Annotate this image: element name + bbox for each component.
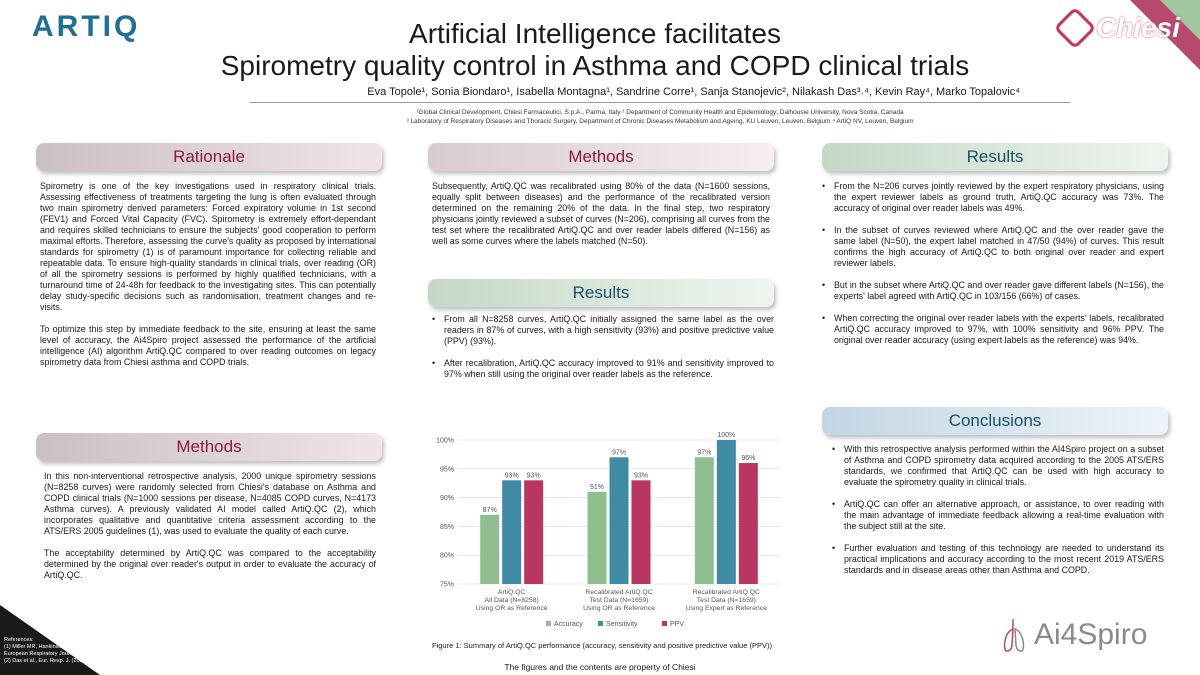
methods-paragraph-1: In this non-interventional retrospective analysis, 2000 unique spirometry sessions (N=8258 curves) were randomly selected from Chiesi's database on Asthma and COPD clinical trials (N=1000 sessions per disease, N=4085 COPD curves, N=4173 Asthma curves). A previously validated AI model called ArtiQ.QC (2), which incorporates qualitative and quantitative criteria assessment according to the ATS/ERS 2005 guidelines (1), was used to evaluate the quality of each curve. (44, 471, 376, 536)
methods-heading-left: Methods (36, 433, 382, 461)
data-label: 97% (697, 449, 712, 457)
legend-label: Accuracy (554, 621, 583, 628)
rationale-paragraph-1: Spirometry is one of the key investigations used in respiratory clinical trials. Assessing effectiveness of treatments targeting the lung is often evaluated through two main spirometry derived parameters: Forced expiratory volume in 1st second (FEV1) and Forced Vital Capacity (FVC). Spirometry is extremely effort-dependant and requires skilled technicians to ensure the subjects' good cooperation to perform maximal efforts. Therefore, assessing the curve's quality as proposed by international standards for spirometry (1) is of paramount importance for collecting reliable and repeatable data. To ensure high-quality standards in clinical trials, over reading (OR) of all the spirometry sessions is performed by highly qualified technicians, with a turnaround time of 24-48h for feedback to the investigating sites. This can potentially delay study-specific decisions such as randomisation, treatment changes and re-visits. (40, 181, 376, 312)
conclusion-bullet: • Further evaluation and testing of this technology are needed to understand its practical implications and accuracy according to the most recent 2019 ATS/ERS standards and in disease areas other than Asthma and COPD. (830, 543, 1164, 576)
data-label: 93% (504, 472, 519, 480)
performance-bar-chart (428, 428, 788, 638)
y-tick-label: 80% (439, 552, 454, 560)
ai4spiro-logo (1000, 617, 1147, 653)
y-tick-label: 85% (439, 523, 454, 531)
x-tick-label: Test Data (N=1659) (589, 597, 649, 604)
legend-label: Sensitivity (606, 621, 638, 628)
results-heading-right: Results (822, 143, 1168, 171)
rationale-heading: Rationale (36, 143, 382, 171)
chiesi-logo-icon (1054, 7, 1096, 49)
y-tick-label: 95% (439, 466, 454, 474)
references (4, 637, 217, 665)
x-tick-label: Using OR as Reference (583, 605, 655, 612)
legend-swatch (598, 621, 603, 626)
conclusion-bullet: • With this retrospective analysis performed within the AI4Spiro project on a subset of Asthma and COPD spirometry data acquired according to the 2005 ATS/ERS standards, we confirmed that ArtiQ.QC can be used with high accuracy to evaluate the spirometry quality in clinical trials. (830, 444, 1164, 488)
lungs-icon (1000, 617, 1028, 653)
methods-heading-middle: Methods (428, 143, 774, 171)
results-heading-middle: Results (428, 279, 774, 307)
bar-accuracy (480, 515, 499, 584)
y-tick-label: 75% (439, 581, 454, 589)
reference-line-2: European Respiratory Journal 2005 26: 319-338; DOI: 10.1183/09031936.05.00034805 (4, 651, 217, 657)
rationale-section (40, 181, 376, 379)
y-tick-label: 90% (439, 495, 454, 503)
figure-caption: Figure 1: Summary of ArtiQ.QC performance (accuracy, sensitivity and positive predictive value (PPV)) (432, 641, 772, 650)
affiliation-line-1: ¹Global Clinical Development, Chiesi Farmaceutici, S.p.A., Parma, Italy ² Department of Community Health and Epidemiology; Dalhousie University, Nova Scotia, Canada (416, 109, 904, 116)
legend-swatch (546, 621, 551, 626)
chiesi-logo-text: Chiesi (1095, 12, 1180, 43)
data-label: 100% (717, 432, 736, 439)
results-bullet: • In the subset of curves reviewed where ArtiQ.QC and the over reader gave the same label (N=50), the expert label matched in 47/50 (94%) of curves. This result confirms the high accuracy of ArtiQ.QC to both original over reader and expert reviewer labels. (820, 225, 1164, 269)
methods-section-middle (432, 181, 770, 258)
poster-title (180, 18, 1010, 82)
bar-sensitivity (610, 457, 629, 584)
bar-sensitivity (717, 440, 736, 584)
results-bullet: • From the N=206 curves jointly reviewed by the expert respiratory physicians, using the expert reviewer labels as ground truth, ArtiQ.QC accuracy was 73%. The accuracy of original over reader labels was 49%. (820, 181, 1164, 214)
data-label: 93% (633, 472, 649, 480)
methods-paragraph-2: The acceptability determined by ArtiQ.QC was compared to the acceptability determined by the original over reader's output in order to evaluate the accuracy of ArtiQ.QC. (44, 548, 376, 580)
title-line-1: Artificial Intelligence facilitates (409, 18, 781, 49)
bar-ppv (632, 480, 651, 584)
y-tick-label: 100% (436, 437, 454, 445)
copyright-footer: The figures and the contents are property of Chiesi (504, 662, 696, 672)
x-tick-label: Using OR as Reference (475, 605, 548, 612)
methods-section-left (44, 471, 376, 592)
reference-line-1: (1) Miller MR, Hankinson, J, Brusasco V et al. Standardisation of Spirometry. (4, 644, 191, 650)
bar-sensitivity (502, 480, 521, 584)
ai4spiro-logo-text: Ai4Spiro (1034, 618, 1148, 651)
legend-label: PPV (670, 621, 685, 628)
x-tick-label: Test Data (N=1659) (696, 597, 756, 604)
data-label: 87% (482, 506, 497, 514)
conclusions-list (830, 444, 1164, 587)
header-divider (250, 102, 1070, 103)
affiliations (250, 108, 1070, 126)
author-list: Eva Topole¹, Sonia Biondaro¹, Isabella Montagna¹, Sandrine Corre¹, Sanja Stanojevic², Nilakash Das³˒⁴, Kevin Ray⁴, Marko Topalovic⁴ (367, 86, 1020, 98)
affiliation-line-2: ³ Laboratory of Respiratory Diseases and Thoracic Surgery, Department of Chronic Diseases Metabolism and Ageing, KU Leuven, Leuven, Belgium ⁴ ArtiQ NV, Leuven, Belgium (406, 118, 914, 125)
results-list-middle (430, 314, 774, 391)
x-tick-label: Recalibrated ArtiQ.QC (585, 589, 653, 596)
artiq-logo: ARTIQ (32, 10, 141, 43)
results-bullet: • When correcting the original over reader labels with the experts' labels, recalibrated ArtiQ.QC accuracy improved to 97%, with 100% sensitivity and 96% PPV. The original over reader accuracy (using expert labels as the reference) was 94%. (820, 313, 1164, 346)
data-label: 97% (611, 449, 627, 457)
x-tick-label: Recalibrated ArtiQ.QC (692, 589, 760, 596)
methods-paragraph-3: Subsequently, ArtiQ.QC was recalibrated using 80% of the data (N=1600 sessions, equally split between diseases) and the performance of the recalibrated version determined on the remaining 20% of the data. In the final step, two respiratory physicians jointly reviewed a subset of curves (N=206), comprising all curves from the test set where the recalibrated ArtiQ.QC and over reader labels differed (N=156) as well as some curves where the labels matched (N=50). (432, 181, 770, 246)
results-list-right (820, 181, 1164, 357)
results-bullet: • After recalibration, ArtiQ.QC accuracy improved to 91% and sensitivity improved to 97% when still using the original over reader labels as the reference. (430, 358, 774, 380)
bar-accuracy (588, 492, 607, 584)
chiesi-logo (1060, 12, 1180, 44)
rationale-paragraph-2: To optimize this step by immediate feedback to the site, ensuring at least the same level of accuracy, the Ai4Spiro project assessed the performance of the artificial intelligence (AI) algorithm ArtiQ.QC compared to over reading outcomes on legacy spirometry data from Chiesi asthma and COPD trials. (40, 324, 376, 367)
data-label: 91% (589, 483, 605, 491)
bar-accuracy (695, 457, 714, 584)
bar-ppv (739, 463, 758, 584)
references-title: References: (4, 637, 34, 643)
conclusion-bullet: • ArtiQ.QC can offer an alternative approach, or assistance, to over reading with the main advantage of immediate feedback allowing a real-time evaluation with the subject still at the site. (830, 499, 1164, 532)
legend-swatch (662, 621, 667, 626)
conclusions-heading: Conclusions (822, 407, 1168, 435)
title-line-2: Spirometry quality control in Asthma and COPD clinical trials (220, 50, 970, 81)
results-bullet: • From all N=8258 curves, ArtiQ.QC initially assigned the same label as the over readers in 87% of curves, with a high sensitivity (93%) and positive predictive value (PPV) (93%). (430, 314, 774, 347)
data-label: 96% (741, 455, 756, 463)
x-tick-label: All Data (N=8258) (484, 597, 539, 604)
bar-ppv (524, 480, 543, 584)
results-bullet: • But in the subset where ArtiQ.QC and over reader gave different labels (N=156), the experts' label agreed with ArtiQ.QC in 103/156 (66%) of cases. (820, 280, 1164, 302)
x-tick-label: Using Expert as Reference (685, 605, 767, 612)
reference-line-3: (2) Das et al., Eur. Resp. J. (2020) DOI: 10.1183/13993003.00603-2020 (4, 658, 179, 664)
data-label: 93% (526, 472, 541, 480)
x-tick-label: ArtiQ.QC (497, 589, 526, 596)
